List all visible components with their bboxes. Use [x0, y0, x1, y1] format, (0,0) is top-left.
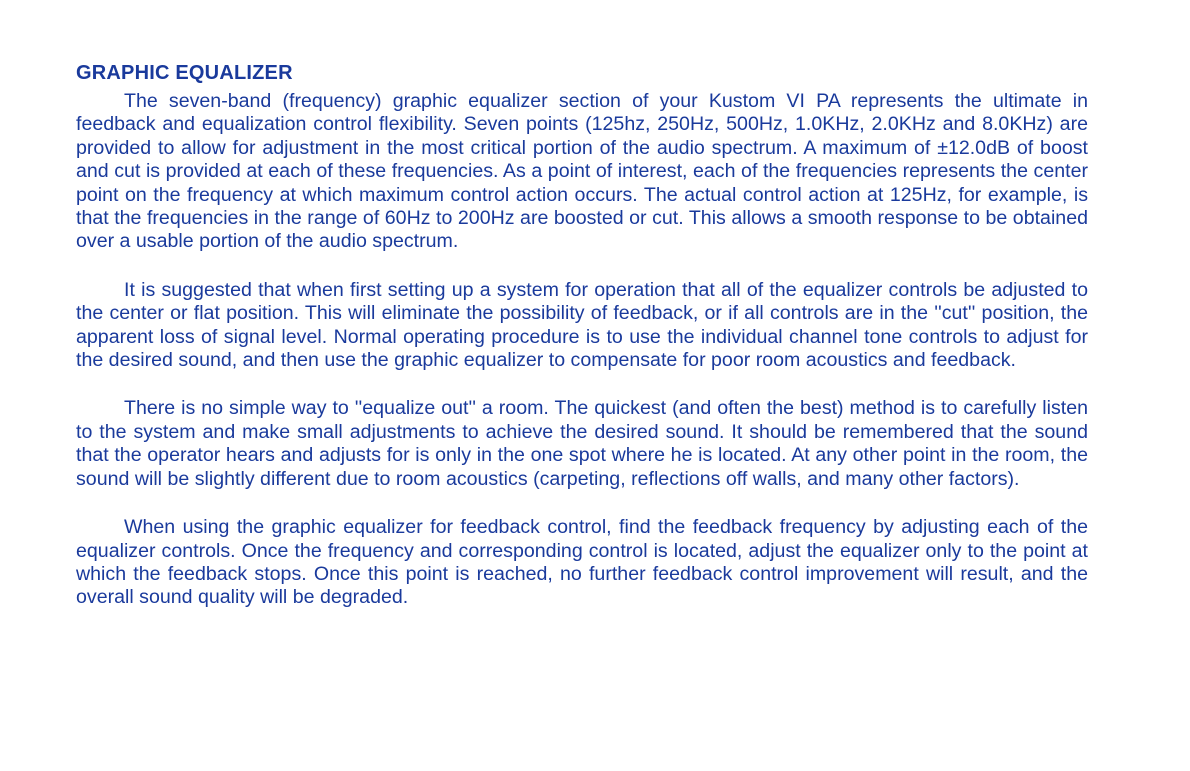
paragraph-setup: It is suggested that when first setting up a system for operation that all of the equalizer controls be adjusted to the center or flat position. This will eliminate the possibility of feedback, or if all controls are in the ''cut'' position, the apparent loss of signal level. Normal operating procedure is to use the individual channel tone controls to adjust for the desired sound, and then use the graphic equalizer to compensate for poor room acoustics and feedback. [76, 278, 1088, 372]
section-heading: GRAPHIC EQUALIZER [76, 62, 293, 84]
document-page [76, 60, 1088, 635]
paragraph-feedback-control: When using the graphic equalizer for feedback control, find the feedback frequency by adjusting each of the equalizer controls. Once the frequency and corresponding control is located, adjust the equalizer only to the point at which the feedback stops. Once this point is reached, no further feedback control improvement will result, and the overall sound quality will be degraded. [76, 516, 1088, 609]
paragraph-room-equalization: There is no simple way to ''equalize out'' a room. The quickest (and often the best) method is to carefully listen to the system and make small adjustments to achieve the desired sound. It should be remembered that the sound that the operator hears and adjusts for is only in the one spot where he is located. At any other point in the room, the sound will be slightly different due to room acoustics (carpeting, reflections off walls, and many other factors). [76, 397, 1088, 490]
paragraph-intro: The seven-band (frequency) graphic equalizer section of your Kustom VI PA represents the ultimate in feedback and equalization control flexibility. Seven points (125hz, 250Hz, 500Hz, 1.0KHz, 2.0KHz and 8.0KHz) are provided to allow for adjustment in the most critical portion of the audio spectrum. A maximum of ±12.0dB of boost and cut is provided at each of these frequencies. As a point of interest, each of the frequencies represents the center point on the frequency at which maximum control action occurs. The actual control action at 125Hz, for example, is that the frequencies in the range of 60Hz to 200Hz are boosted or cut. This allows a smooth response to be obtained over a usable portion of the audio spectrum. [76, 90, 1088, 253]
